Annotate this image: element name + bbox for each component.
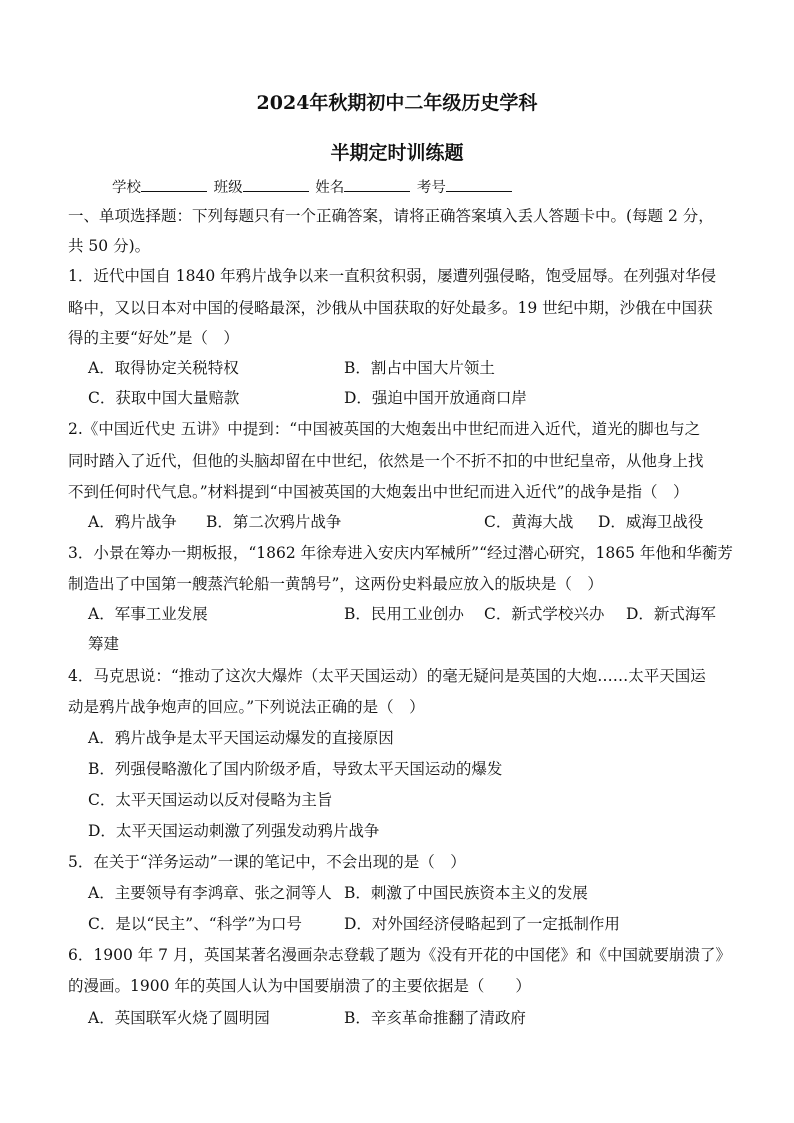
class-blank [243,177,309,192]
option-d: D．对外国经济侵略起到了一定抵制作用 [344,915,620,933]
exam-number-label: 考号 [416,180,446,196]
option-d-cont: 筹建 [88,635,120,653]
question-stem: 同时踏入了近代，但他的头脑却留在中世纪，依然是一个不折不扣的中世纪皇帝，从他身上找 [68,452,704,470]
question-stem: 动是鸦片战争炮声的回应。”下列说法正确的是（ ） [68,698,425,716]
option-c: C．是以“民主”、“科学”为口号 [88,915,303,933]
section-instruction-cont: 共 50 分)。 [68,237,151,255]
option-a: A．取得协定关税特权 [88,359,239,377]
name-blank [344,177,410,192]
question-stem: 制造出了中国第一艘蒸汽轮船一黄鹄号”，这两份史料最应放入的版块是（ ） [68,575,603,593]
option-d: D．太平天国运动刺激了列强发动鸦片战争 [88,822,380,840]
option-c: C．获取中国大量赔款 [88,389,240,407]
question-stem: 不到任何时代气息。”材料提到“中国被英国的大炮轰出中世纪而进入近代”的战争是指（ ） [68,483,689,501]
option-b: B．割占中国大片领土 [344,359,495,377]
exam-title: 2024年秋期初中二年级历史学科 [256,92,538,114]
option-b: B．第二次鸦片战争 [206,513,342,531]
question-stem: 得的主要“好处”是（ ） [68,329,239,347]
question-stem: 5．在关于“洋务运动”一课的笔记中，不会出现的是（ ） [68,853,466,871]
option-a: A．英国联军火烧了圆明园 [88,1009,270,1027]
name-label: 姓名 [315,180,345,196]
option-b: B．辛亥革命推翻了清政府 [344,1009,526,1027]
option-a: A．鸦片战争 [88,513,177,531]
school-label: 学校 [112,180,141,196]
option-c: C．太平天国运动以反对侵略为主旨 [88,791,333,809]
exam-subtitle: 半期定时训练题 [330,142,464,164]
question-stem: 3．小景在筹办一期板报，“1862 年徐寿进入安庆内军械所”“经过潜心研究，1865 年他和华蘅芳 [68,544,733,562]
school-blank [141,177,207,192]
option-b: B．刺激了中国民族资本主义的发展 [344,884,588,902]
question-stem: 的漫画。1900 年的英国人认为中国要崩溃了的主要依据是（ ） [68,977,531,995]
option-a: A．鸦片战争是太平天国运动爆发的直接原因 [88,729,394,747]
option-a: A．主要领导有李鸿章、张之洞等人 [88,884,332,902]
question-stem: 略中，又以日本对中国的侵略最深，沙俄从中国获取的好处最多。19 世纪中期，沙俄在中国获 [68,299,713,317]
option-c: C．新式学校兴办 [484,605,605,623]
exam-number-blank [446,177,512,192]
option-b: B．列强侵略激化了国内阶级矛盾，导致太平天国运动的爆发 [88,760,503,778]
class-label: 班级 [213,180,243,196]
option-a: A．军事工业发展 [88,605,208,623]
option-b: B．民用工业创办 [344,605,464,623]
option-d: D．新式海军 [626,605,716,623]
student-info-row [112,176,514,197]
question-stem: 2.《中国近代史 五讲》中提到：“中国被英国的大炮轰出中世纪而进入近代，道光的脚也与之 [68,420,701,438]
option-d: D．强迫中国开放通商口岸 [344,389,527,407]
option-d: D．威海卫战役 [598,513,704,531]
section-instruction: 一、单项选择题：下列每题只有一个正确答案，请将正确答案填入丢人答题卡中。(每题 2 分， [68,207,714,225]
option-c: C．黄海大战 [484,513,574,531]
question-stem: 4．马克思说：“推动了这次大爆炸（太平天国运动）的毫无疑问是英国的大炮……太平天国运 [68,667,706,685]
question-stem: 1．近代中国自 1840 年鸦片战争以来一直积贫积弱，屡遭列强侵略，饱受屈辱。在列强对华侵 [68,267,717,285]
question-stem: 6．1900 年 7 月，英国某著名漫画杂志登载了题为《没有开花的中国佬》和《中国就要崩溃了》 [68,946,731,964]
